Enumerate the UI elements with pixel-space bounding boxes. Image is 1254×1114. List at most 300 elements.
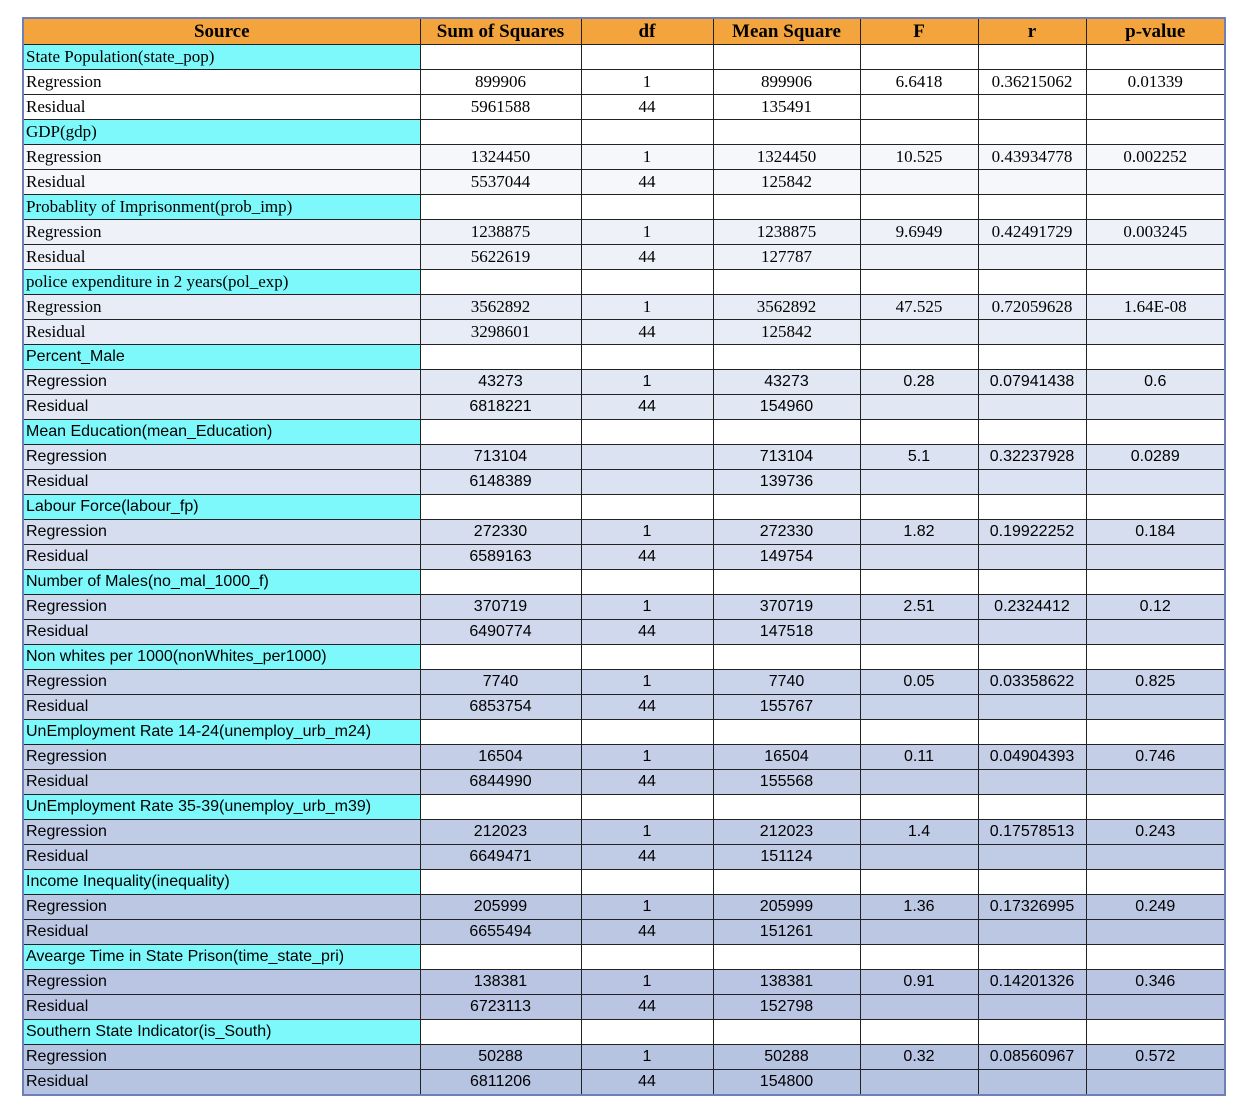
regression-df-cell: 1: [581, 970, 713, 995]
residual-p-value-cell: [1086, 620, 1225, 645]
residual-row: [23, 1070, 1225, 1096]
empty-cell: [978, 45, 1086, 70]
residual-df-cell: 44: [581, 1070, 713, 1096]
residual-row: [23, 770, 1225, 795]
group-header-row: [23, 720, 1225, 745]
residual-mean-square-cell: 151124: [713, 845, 860, 870]
regression-mean-square-cell: 43273: [713, 370, 860, 395]
empty-cell: [581, 120, 713, 145]
empty-cell: [978, 870, 1086, 895]
empty-cell: [713, 195, 860, 220]
regression-p-value-cell: 0.184: [1086, 520, 1225, 545]
regression-source-cell: Regression: [23, 745, 420, 770]
empty-cell: [713, 270, 860, 295]
residual-source-cell: Residual: [23, 545, 420, 570]
residual-mean-square-cell: 152798: [713, 995, 860, 1020]
regression-p-value-cell: 0.12: [1086, 595, 1225, 620]
residual-sum-of-squares-cell: 6811206: [420, 1070, 581, 1096]
residual-sum-of-squares-cell: 6655494: [420, 920, 581, 945]
group-name-cell: Probablity of Imprisonment(prob_imp): [23, 195, 420, 220]
residual-row: [23, 920, 1225, 945]
regression-sum-of-squares-cell: 899906: [420, 70, 581, 95]
regression-df-cell: 1: [581, 220, 713, 245]
empty-cell: [978, 345, 1086, 370]
empty-cell: [1086, 495, 1225, 520]
group-name-cell: Non whites per 1000(nonWhites_per1000): [23, 645, 420, 670]
regression-source-cell: Regression: [23, 595, 420, 620]
residual-source-cell: Residual: [23, 320, 420, 345]
regression-f-cell: 9.6949: [860, 220, 978, 245]
residual-source-cell: Residual: [23, 845, 420, 870]
empty-cell: [978, 495, 1086, 520]
residual-f-cell: [860, 845, 978, 870]
col-header-mean-square: Mean Square: [713, 18, 860, 45]
regression-df-cell: 1: [581, 745, 713, 770]
regression-mean-square-cell: 50288: [713, 1045, 860, 1070]
group-name-cell: UnEmployment Rate 14-24(unemploy_urb_m24): [23, 720, 420, 745]
residual-f-cell: [860, 1070, 978, 1096]
empty-cell: [1086, 945, 1225, 970]
residual-sum-of-squares-cell: 5961588: [420, 95, 581, 120]
regression-mean-square-cell: 1238875: [713, 220, 860, 245]
col-header-r: r: [978, 18, 1086, 45]
empty-cell: [978, 795, 1086, 820]
empty-cell: [1086, 345, 1225, 370]
group-name-cell: Income Inequality(inequality): [23, 870, 420, 895]
regression-mean-square-cell: 713104: [713, 445, 860, 470]
regression-f-cell: 0.28: [860, 370, 978, 395]
regression-row: [23, 595, 1225, 620]
group-header-row: [23, 270, 1225, 295]
group-name-cell: police expenditure in 2 years(pol_exp): [23, 270, 420, 295]
regression-r-cell: 0.42491729: [978, 220, 1086, 245]
residual-sum-of-squares-cell: 5537044: [420, 170, 581, 195]
empty-cell: [713, 495, 860, 520]
regression-mean-square-cell: 1324450: [713, 145, 860, 170]
residual-row: [23, 245, 1225, 270]
residual-df-cell: 44: [581, 245, 713, 270]
empty-cell: [860, 495, 978, 520]
regression-source-cell: Regression: [23, 820, 420, 845]
residual-mean-square-cell: 135491: [713, 95, 860, 120]
residual-sum-of-squares-cell: 6589163: [420, 545, 581, 570]
residual-row: [23, 995, 1225, 1020]
col-header-source: Source: [23, 18, 420, 45]
empty-cell: [420, 645, 581, 670]
residual-r-cell: [978, 770, 1086, 795]
regression-row: [23, 520, 1225, 545]
residual-r-cell: [978, 395, 1086, 420]
residual-p-value-cell: [1086, 845, 1225, 870]
empty-cell: [860, 270, 978, 295]
residual-sum-of-squares-cell: 6649471: [420, 845, 581, 870]
regression-df-cell: 1: [581, 520, 713, 545]
residual-p-value-cell: [1086, 320, 1225, 345]
residual-f-cell: [860, 620, 978, 645]
regression-df-cell: 1: [581, 70, 713, 95]
group-header-row: [23, 945, 1225, 970]
empty-cell: [860, 420, 978, 445]
regression-sum-of-squares-cell: 205999: [420, 895, 581, 920]
regression-sum-of-squares-cell: 1238875: [420, 220, 581, 245]
regression-sum-of-squares-cell: 370719: [420, 595, 581, 620]
regression-source-cell: Regression: [23, 520, 420, 545]
regression-source-cell: Regression: [23, 895, 420, 920]
empty-cell: [860, 795, 978, 820]
regression-mean-square-cell: 272330: [713, 520, 860, 545]
residual-f-cell: [860, 920, 978, 945]
empty-cell: [581, 270, 713, 295]
empty-cell: [1086, 1020, 1225, 1045]
empty-cell: [420, 345, 581, 370]
residual-p-value-cell: [1086, 170, 1225, 195]
residual-mean-square-cell: 125842: [713, 320, 860, 345]
empty-cell: [1086, 645, 1225, 670]
regression-source-cell: Regression: [23, 295, 420, 320]
empty-cell: [713, 570, 860, 595]
regression-mean-square-cell: 3562892: [713, 295, 860, 320]
col-header-sum-of-squares: Sum of Squares: [420, 18, 581, 45]
residual-source-cell: Residual: [23, 1070, 420, 1096]
empty-cell: [1086, 120, 1225, 145]
group-name-cell: UnEmployment Rate 35-39(unemploy_urb_m39): [23, 795, 420, 820]
regression-p-value-cell: 0.6: [1086, 370, 1225, 395]
regression-sum-of-squares-cell: 138381: [420, 970, 581, 995]
regression-df-cell: 1: [581, 595, 713, 620]
regression-row: [23, 220, 1225, 245]
empty-cell: [860, 720, 978, 745]
residual-source-cell: Residual: [23, 395, 420, 420]
regression-p-value-cell: 0.572: [1086, 1045, 1225, 1070]
residual-source-cell: Residual: [23, 920, 420, 945]
residual-row: [23, 845, 1225, 870]
regression-mean-square-cell: 212023: [713, 820, 860, 845]
empty-cell: [420, 45, 581, 70]
empty-cell: [860, 120, 978, 145]
table-body: [23, 45, 1225, 1096]
regression-r-cell: 0.17326995: [978, 895, 1086, 920]
residual-sum-of-squares-cell: 6723113: [420, 995, 581, 1020]
group-header-row: [23, 120, 1225, 145]
regression-row: [23, 145, 1225, 170]
empty-cell: [860, 1020, 978, 1045]
empty-cell: [420, 870, 581, 895]
residual-r-cell: [978, 470, 1086, 495]
regression-row: [23, 70, 1225, 95]
col-header-p-value: p-value: [1086, 18, 1225, 45]
regression-source-cell: Regression: [23, 670, 420, 695]
empty-cell: [713, 1020, 860, 1045]
regression-r-cell: 0.19922252: [978, 520, 1086, 545]
group-name-cell: Labour Force(labour_fp): [23, 495, 420, 520]
regression-mean-square-cell: 16504: [713, 745, 860, 770]
regression-row: [23, 445, 1225, 470]
residual-source-cell: Residual: [23, 95, 420, 120]
residual-p-value-cell: [1086, 995, 1225, 1020]
residual-df-cell: 44: [581, 695, 713, 720]
empty-cell: [978, 570, 1086, 595]
residual-f-cell: [860, 245, 978, 270]
regression-sum-of-squares-cell: 43273: [420, 370, 581, 395]
regression-row: [23, 295, 1225, 320]
residual-r-cell: [978, 95, 1086, 120]
group-header-row: [23, 195, 1225, 220]
residual-df-cell: 44: [581, 95, 713, 120]
residual-mean-square-cell: 147518: [713, 620, 860, 645]
empty-cell: [581, 720, 713, 745]
regression-source-cell: Regression: [23, 445, 420, 470]
regression-row: [23, 895, 1225, 920]
residual-r-cell: [978, 620, 1086, 645]
regression-p-value-cell: 1.64E-08: [1086, 295, 1225, 320]
anova-regression-table: [22, 17, 1226, 1096]
regression-p-value-cell: 0.003245: [1086, 220, 1225, 245]
residual-source-cell: Residual: [23, 620, 420, 645]
regression-r-cell: 0.36215062: [978, 70, 1086, 95]
empty-cell: [420, 270, 581, 295]
empty-cell: [581, 1020, 713, 1045]
residual-source-cell: Residual: [23, 170, 420, 195]
residual-p-value-cell: [1086, 920, 1225, 945]
empty-cell: [581, 795, 713, 820]
empty-cell: [420, 570, 581, 595]
group-name-cell: Southern State Indicator(is_South): [23, 1020, 420, 1045]
residual-df-cell: 44: [581, 620, 713, 645]
regression-p-value-cell: 0.346: [1086, 970, 1225, 995]
empty-cell: [860, 870, 978, 895]
regression-f-cell: 0.32: [860, 1045, 978, 1070]
residual-sum-of-squares-cell: 3298601: [420, 320, 581, 345]
residual-p-value-cell: [1086, 1070, 1225, 1096]
empty-cell: [581, 195, 713, 220]
group-name-cell: Number of Males(no_mal_1000_f): [23, 570, 420, 595]
residual-f-cell: [860, 470, 978, 495]
empty-cell: [1086, 195, 1225, 220]
residual-f-cell: [860, 770, 978, 795]
regression-p-value-cell: 0.01339: [1086, 70, 1225, 95]
residual-mean-square-cell: 155568: [713, 770, 860, 795]
regression-f-cell: 47.525: [860, 295, 978, 320]
residual-df-cell: 44: [581, 845, 713, 870]
group-name-cell: Mean Education(mean_Education): [23, 420, 420, 445]
empty-cell: [581, 870, 713, 895]
residual-mean-square-cell: 139736: [713, 470, 860, 495]
regression-mean-square-cell: 899906: [713, 70, 860, 95]
empty-cell: [978, 1020, 1086, 1045]
regression-p-value-cell: 0.0289: [1086, 445, 1225, 470]
residual-r-cell: [978, 1070, 1086, 1096]
regression-source-cell: Regression: [23, 220, 420, 245]
residual-f-cell: [860, 395, 978, 420]
regression-sum-of-squares-cell: 1324450: [420, 145, 581, 170]
empty-cell: [1086, 720, 1225, 745]
empty-cell: [713, 120, 860, 145]
regression-r-cell: 0.72059628: [978, 295, 1086, 320]
regression-sum-of-squares-cell: 7740: [420, 670, 581, 695]
regression-df-cell: 1: [581, 895, 713, 920]
residual-f-cell: [860, 695, 978, 720]
group-header-row: [23, 495, 1225, 520]
residual-p-value-cell: [1086, 545, 1225, 570]
regression-sum-of-squares-cell: 50288: [420, 1045, 581, 1070]
residual-r-cell: [978, 995, 1086, 1020]
regression-r-cell: 0.2324412: [978, 595, 1086, 620]
regression-f-cell: 2.51: [860, 595, 978, 620]
empty-cell: [581, 45, 713, 70]
empty-cell: [713, 720, 860, 745]
residual-row: [23, 545, 1225, 570]
residual-source-cell: Residual: [23, 470, 420, 495]
empty-cell: [581, 945, 713, 970]
regression-r-cell: 0.32237928: [978, 445, 1086, 470]
residual-f-cell: [860, 545, 978, 570]
regression-f-cell: 0.91: [860, 970, 978, 995]
group-header-row: [23, 795, 1225, 820]
residual-sum-of-squares-cell: 6148389: [420, 470, 581, 495]
residual-sum-of-squares-cell: 6490774: [420, 620, 581, 645]
regression-source-cell: Regression: [23, 70, 420, 95]
col-header-df: df: [581, 18, 713, 45]
residual-r-cell: [978, 920, 1086, 945]
residual-row: [23, 620, 1225, 645]
group-name-cell: State Population(state_pop): [23, 45, 420, 70]
regression-p-value-cell: 0.746: [1086, 745, 1225, 770]
group-name-cell: Avearge Time in State Prison(time_state_pri): [23, 945, 420, 970]
group-header-row: [23, 1020, 1225, 1045]
residual-p-value-cell: [1086, 695, 1225, 720]
residual-df-cell: 44: [581, 395, 713, 420]
empty-cell: [713, 345, 860, 370]
residual-df-cell: 44: [581, 170, 713, 195]
residual-source-cell: Residual: [23, 245, 420, 270]
empty-cell: [420, 195, 581, 220]
residual-r-cell: [978, 320, 1086, 345]
residual-sum-of-squares-cell: 5622619: [420, 245, 581, 270]
regression-sum-of-squares-cell: 713104: [420, 445, 581, 470]
regression-f-cell: 1.82: [860, 520, 978, 545]
empty-cell: [978, 420, 1086, 445]
regression-df-cell: 1: [581, 820, 713, 845]
empty-cell: [420, 120, 581, 145]
group-header-row: [23, 45, 1225, 70]
residual-mean-square-cell: 151261: [713, 920, 860, 945]
group-header-row: [23, 420, 1225, 445]
regression-df-cell: 1: [581, 145, 713, 170]
regression-f-cell: 0.11: [860, 745, 978, 770]
regression-r-cell: 0.04904393: [978, 745, 1086, 770]
regression-f-cell: 1.36: [860, 895, 978, 920]
empty-cell: [860, 570, 978, 595]
regression-mean-square-cell: 138381: [713, 970, 860, 995]
group-name-cell: Percent_Male: [23, 345, 420, 370]
residual-f-cell: [860, 170, 978, 195]
group-header-row: [23, 570, 1225, 595]
empty-cell: [581, 570, 713, 595]
regression-f-cell: 10.525: [860, 145, 978, 170]
regression-sum-of-squares-cell: 16504: [420, 745, 581, 770]
regression-mean-square-cell: 370719: [713, 595, 860, 620]
residual-source-cell: Residual: [23, 995, 420, 1020]
regression-r-cell: 0.07941438: [978, 370, 1086, 395]
empty-cell: [420, 1020, 581, 1045]
residual-source-cell: Residual: [23, 770, 420, 795]
regression-p-value-cell: 0.002252: [1086, 145, 1225, 170]
empty-cell: [581, 645, 713, 670]
regression-f-cell: 6.6418: [860, 70, 978, 95]
empty-cell: [860, 645, 978, 670]
residual-df-cell: [581, 470, 713, 495]
empty-cell: [713, 795, 860, 820]
regression-r-cell: 0.14201326: [978, 970, 1086, 995]
regression-df-cell: 1: [581, 1045, 713, 1070]
regression-r-cell: 0.43934778: [978, 145, 1086, 170]
residual-r-cell: [978, 845, 1086, 870]
residual-row: [23, 695, 1225, 720]
residual-mean-square-cell: 125842: [713, 170, 860, 195]
regression-row: [23, 370, 1225, 395]
regression-row: [23, 1045, 1225, 1070]
empty-cell: [713, 420, 860, 445]
empty-cell: [860, 945, 978, 970]
regression-mean-square-cell: 7740: [713, 670, 860, 695]
residual-mean-square-cell: 154960: [713, 395, 860, 420]
regression-f-cell: 0.05: [860, 670, 978, 695]
regression-mean-square-cell: 205999: [713, 895, 860, 920]
group-header-row: [23, 870, 1225, 895]
empty-cell: [978, 645, 1086, 670]
empty-cell: [581, 345, 713, 370]
residual-df-cell: 44: [581, 320, 713, 345]
empty-cell: [978, 720, 1086, 745]
empty-cell: [420, 495, 581, 520]
residual-row: [23, 395, 1225, 420]
regression-f-cell: 1.4: [860, 820, 978, 845]
empty-cell: [420, 795, 581, 820]
anova-table-container: [22, 17, 1226, 1096]
regression-df-cell: 1: [581, 370, 713, 395]
regression-row: [23, 745, 1225, 770]
residual-r-cell: [978, 245, 1086, 270]
group-name-cell: GDP(gdp): [23, 120, 420, 145]
residual-sum-of-squares-cell: 6818221: [420, 395, 581, 420]
empty-cell: [713, 945, 860, 970]
regression-r-cell: 0.03358622: [978, 670, 1086, 695]
residual-mean-square-cell: 149754: [713, 545, 860, 570]
regression-row: [23, 670, 1225, 695]
empty-cell: [1086, 270, 1225, 295]
residual-row: [23, 320, 1225, 345]
empty-cell: [860, 195, 978, 220]
residual-f-cell: [860, 320, 978, 345]
empty-cell: [1086, 45, 1225, 70]
residual-source-cell: Residual: [23, 695, 420, 720]
regression-p-value-cell: 0.243: [1086, 820, 1225, 845]
residual-p-value-cell: [1086, 770, 1225, 795]
residual-p-value-cell: [1086, 245, 1225, 270]
residual-df-cell: 44: [581, 770, 713, 795]
regression-source-cell: Regression: [23, 1045, 420, 1070]
empty-cell: [420, 945, 581, 970]
residual-df-cell: 44: [581, 995, 713, 1020]
empty-cell: [1086, 570, 1225, 595]
empty-cell: [1086, 420, 1225, 445]
regression-source-cell: Regression: [23, 370, 420, 395]
empty-cell: [860, 45, 978, 70]
group-header-row: [23, 345, 1225, 370]
regression-df-cell: 1: [581, 670, 713, 695]
regression-f-cell: 5.1: [860, 445, 978, 470]
empty-cell: [978, 945, 1086, 970]
